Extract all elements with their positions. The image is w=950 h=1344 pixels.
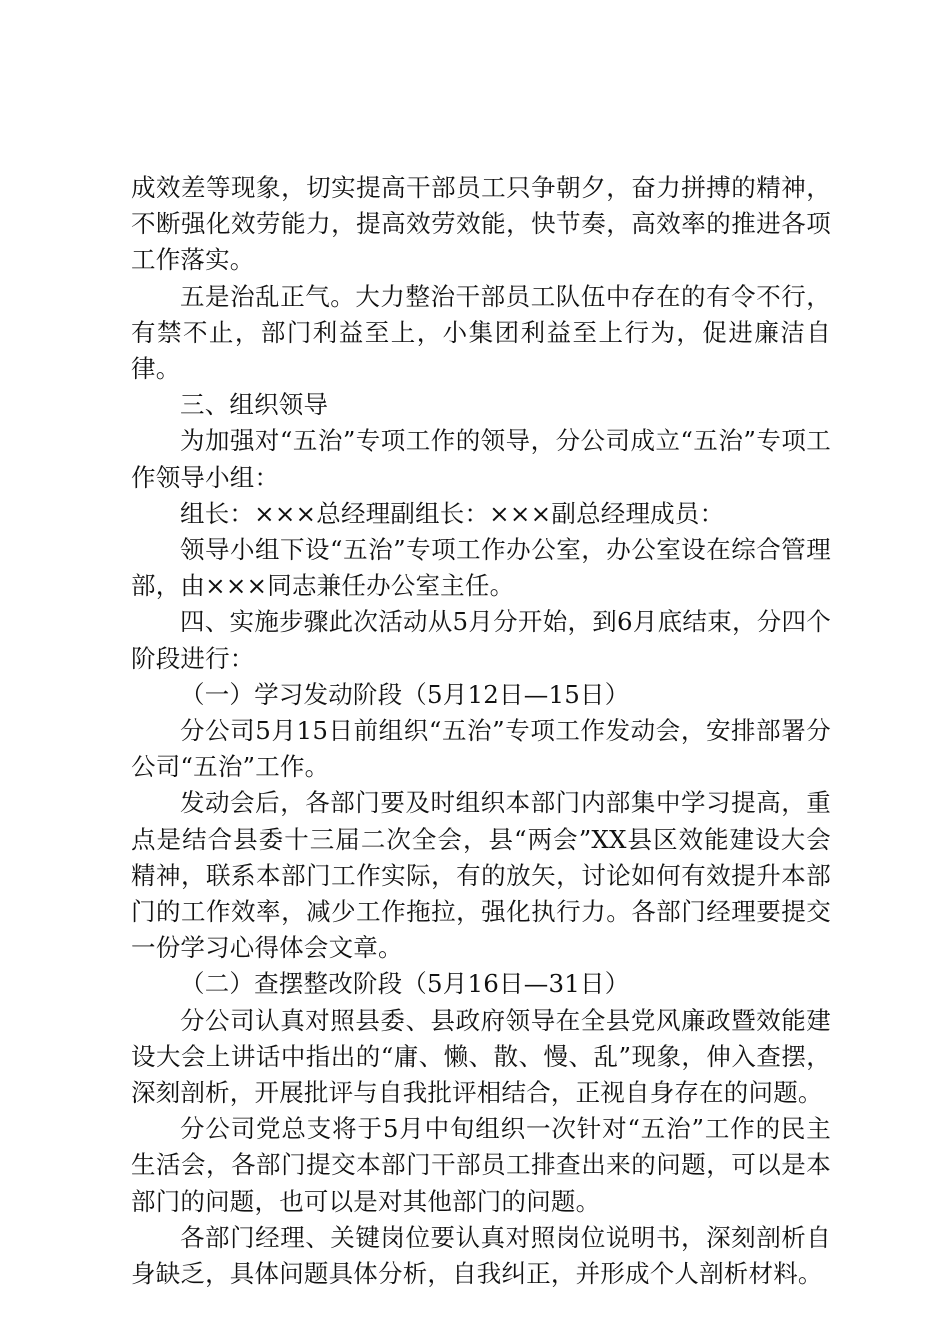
paragraph-8: 分公司认真对照县委、县政府领导在全县党风廉政暨效能建设大会上讲话中指出的“庸、懒、散、慢、乱”现象，伸入查摆，深刻剖析，开展批评与自我批评相结合，正视自身存在的问题。 [131, 1005, 831, 1108]
subsection-heading-1: （一）学习发动阶段（5月12日—15日） [180, 679, 630, 709]
paragraph-3: 为加强对“五治”专项工作的领导，分公司成立“五治”专项工作领导小组： [131, 426, 831, 492]
paragraph-4: 组长：×××总经理副组长：×××副总经理成员： [180, 498, 725, 528]
document-body [131, 170, 831, 1292]
paragraph-10: 各部门经理、关键岗位要认真对照岗位说明书，深刻剖析自身缺乏，具体问题具体分析，自我纠正，并形成个人剖析材料。 [131, 1222, 831, 1289]
paragraph-6: 分公司5月15日前组织“五治”专项工作发动会，安排部署分公司“五治”工作。 [131, 716, 831, 782]
section-heading-organization: 三、组织领导 [180, 390, 329, 420]
paragraph-2: 五是治乱正气。大力整治干部员工队伍中存在的有令不行，有禁不止，部门利益至上，小集团利益至上行为，促进廉洁自律。 [131, 281, 831, 384]
paragraph-1: 成效差等现象，切实提高干部员工只争朝夕，奋力拼搏的精神，不断强化效劳能力，提高效劳效能，快节奏，高效率的推进各项工作落实。 [131, 173, 831, 275]
paragraph-5: 领导小组下设“五治”专项工作办公室，办公室设在综合管理部，由×××同志兼任办公室主任。 [131, 535, 831, 601]
section-heading-steps: 四、实施步骤此次活动从5月分开始，到6月底结束，分四个阶段进行： [131, 607, 831, 673]
paragraph-9: 分公司党总支将于5月中旬组织一次针对“五治”工作的民主生活会，各部门提交本部门干部员工排查出来的问题，可以是本部门的问题，也可以是对其他部门的问题。 [131, 1114, 831, 1216]
paragraph-7: 发动会后，各部门要及时组织本部门内部集中学习提高，重点是结合县委十三届二次全会，县“两会”XX县区效能建设大会精神，联系本部门工作实际，有的放矢，讨论如何有效提升本部门的工作效率，减少工作拖拉，强化执行力。各部门经理要提交一份学习心得体会文章。 [131, 788, 831, 963]
subsection-heading-2: （二）查摆整改阶段（5月16日—31日） [180, 969, 630, 999]
